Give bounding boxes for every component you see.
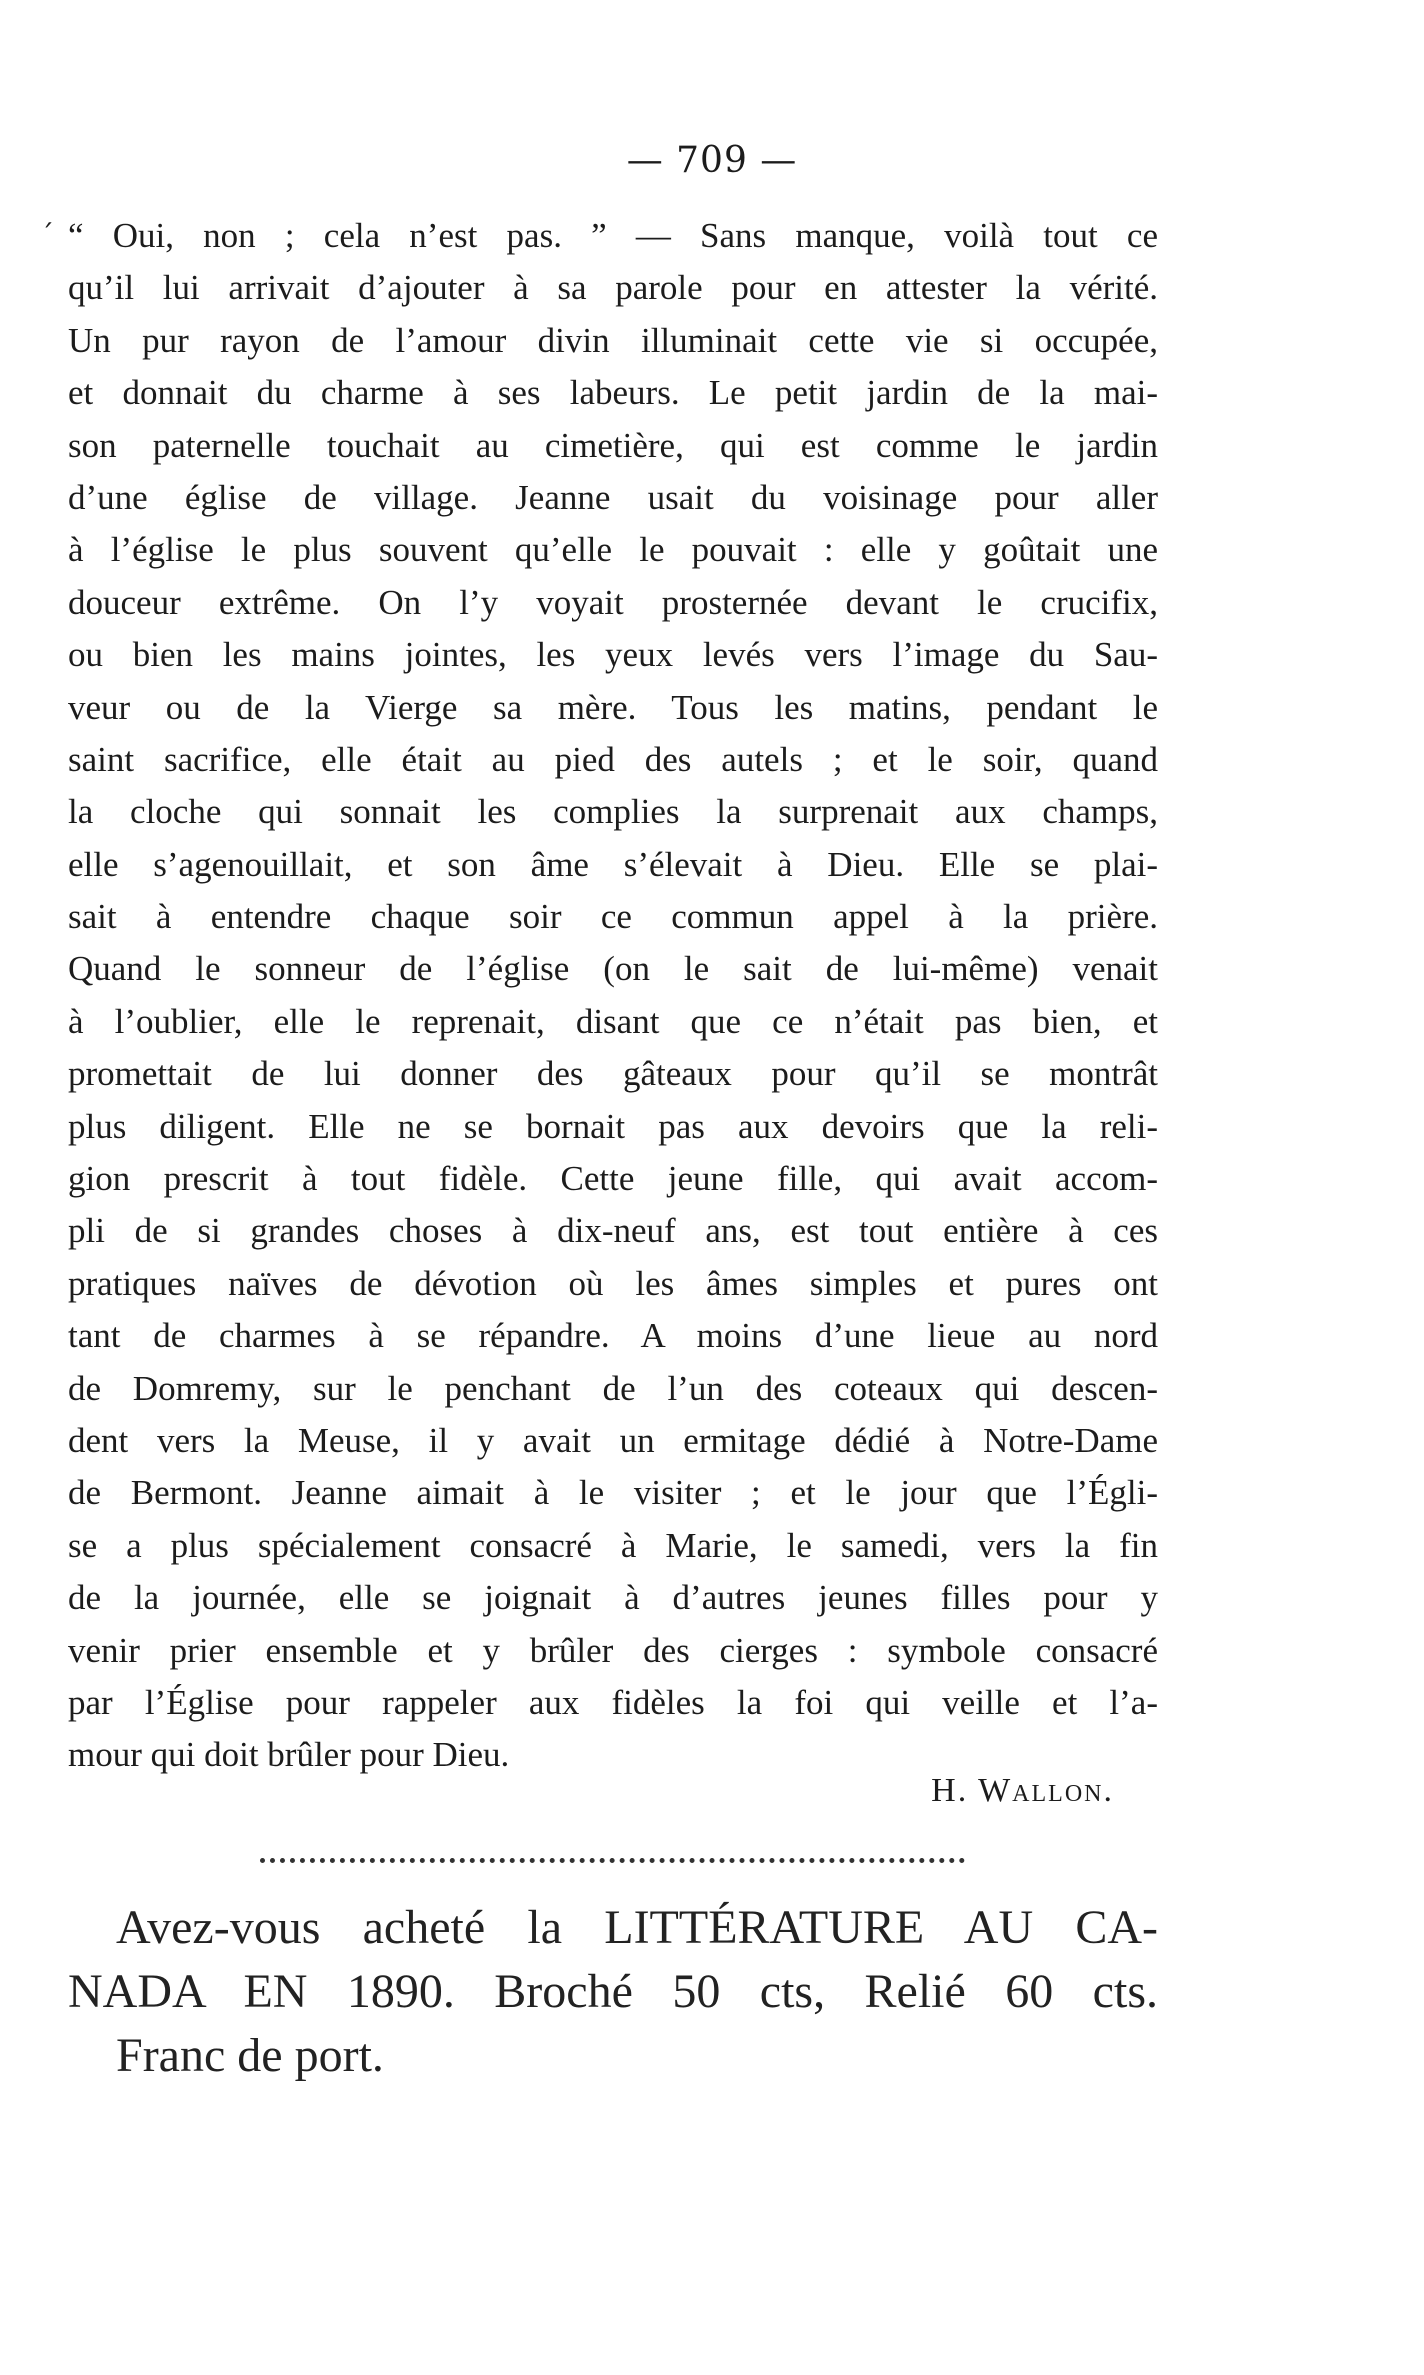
text-line: qu’il lui arrivait d’ajouter à sa parole pour en attester la vérité. <box>68 268 1158 308</box>
text-line: de la journée, elle se joignait à d’autres jeunes filles pour y <box>68 1578 1158 1618</box>
text-line: se a plus spécialement consacré à Marie, le samedi, vers la fin <box>68 1525 1158 1565</box>
text-line: sait à entendre chaque soir ce commun appel à la prière. <box>68 897 1158 937</box>
author-name: H. Wallon. <box>931 1772 1114 1809</box>
page-number: — 709 — <box>626 140 798 181</box>
text-line: Quand le sonneur de l’église (on le sait de lui-même) venait <box>68 949 1158 989</box>
text-line: gion prescrit à tout fidèle. Cette jeune fille, qui avait accom- <box>68 1159 1158 1199</box>
text-line: de Bermont. Jeanne aimait à le visiter ; et le jour que l’Égli- <box>68 1473 1158 1513</box>
text-line: promettait de lui donner des gâteaux pour qu’il se montrât <box>68 1054 1158 1094</box>
text-line: de Domremy, sur le penchant de l’un des coteaux qui descen- <box>68 1368 1158 1408</box>
text-line: pli de si grandes choses à dix-neuf ans, est tout entière à ces <box>68 1211 1158 1251</box>
author-signature <box>931 1772 1114 1810</box>
text-line: son paternelle touchait au cimetière, qui est comme le jardin <box>68 425 1158 465</box>
text-line: Un pur rayon de l’amour divin illuminait cette vie si occupée, <box>68 320 1158 360</box>
text-line: saint sacrifice, elle était au pied des autels ; et le soir, quand <box>68 739 1158 779</box>
text-line: par l’Église pour rappeler aux fidèles la foi qui veille et l’a- <box>68 1682 1158 1722</box>
text-line: dent vers la Meuse, il y avait un ermitage dédié à Notre-Dame <box>68 1420 1158 1460</box>
text-line: et donnait du charme à ses labeurs. Le petit jardin de la mai- <box>68 373 1158 413</box>
text-line: plus diligent. Elle ne se bornait pas aux devoirs que la reli- <box>68 1106 1158 1146</box>
text-line: mour qui doit brûler pour Dieu. <box>68 1735 510 1775</box>
text-line: “ Oui, non ; cela n’est pas. ” — Sans manque, voilà tout ce <box>68 216 1158 255</box>
body-paragraph <box>68 210 1158 1782</box>
text-line: pratiques naïves de dévotion où les âmes simples et pures ont <box>68 1263 1158 1303</box>
dotted-divider <box>260 1858 965 1863</box>
text-line: d’une église de village. Jeanne usait du voisinage pour aller <box>68 477 1158 517</box>
text-line: ou bien les mains jointes, les yeux levés vers l’image du Sau- <box>68 635 1158 675</box>
advertisement-line: NADA EN 1890. Broché 50 cts, Relié 60 cts. <box>68 1965 1158 2018</box>
advertisement <box>68 1896 1158 2088</box>
text-line: veur ou de la Vierge sa mère. Tous les matins, pendant le <box>68 687 1158 727</box>
text-line: douceur extrême. On l’y voyait prosternée devant le crucifix, <box>68 582 1158 622</box>
advertisement-line: Avez-vous acheté la LITTÉRATURE AU CA- <box>116 1901 1158 1954</box>
text-line: à l’oublier, elle le reprenait, disant que ce n’était pas bien, et <box>68 1001 1158 1041</box>
text-line: à l’église le plus souvent qu’elle le pouvait : elle y goûtait une <box>68 530 1158 570</box>
text-line: la cloche qui sonnait les complies la surprenait aux champs, <box>68 792 1158 832</box>
advertisement-line: Franc de port. <box>116 2029 384 2082</box>
text-line: elle s’agenouillait, et son âme s’élevait à Dieu. Elle se plai- <box>68 844 1158 884</box>
margin-mark: ´ <box>40 219 54 252</box>
text-line: tant de charmes à se répandre. A moins d’une lieue au nord <box>68 1316 1158 1356</box>
text-line: venir prier ensemble et y brûler des cierges : symbole consacré <box>68 1630 1158 1670</box>
